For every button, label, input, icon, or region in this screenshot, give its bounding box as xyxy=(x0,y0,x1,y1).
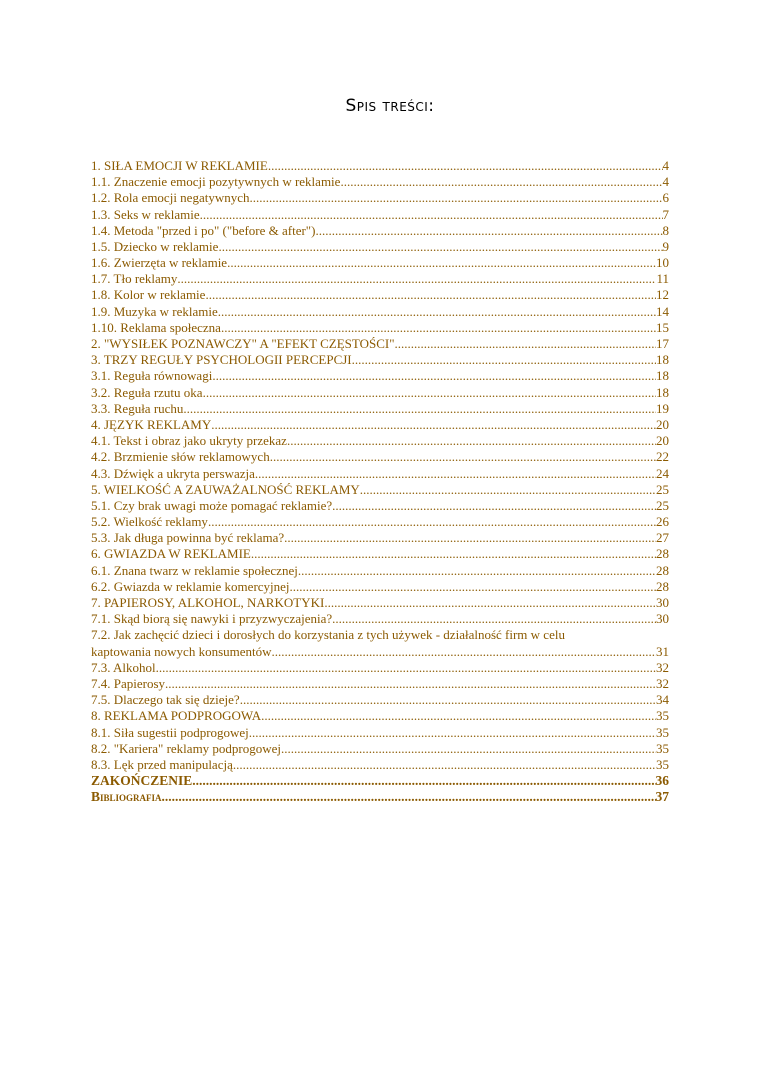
toc-entry-page: 18 xyxy=(656,384,669,400)
toc-entry-label: 7.5. Dlaczego tak się dzieje? xyxy=(91,692,240,708)
toc-entry-label: 3.1. Reguła równowagi xyxy=(91,368,213,384)
toc-entry[interactable] xyxy=(91,466,669,482)
toc-entry-page: 24 xyxy=(656,465,669,481)
toc-entry-page: 7 xyxy=(662,206,669,222)
toc-entry[interactable] xyxy=(91,611,669,627)
toc-entry-page: 35 xyxy=(656,756,669,772)
toc-entry-page: 32 xyxy=(656,676,669,692)
toc-entry[interactable] xyxy=(91,741,669,757)
toc-entry[interactable] xyxy=(91,692,669,708)
toc-entry-page: 30 xyxy=(656,611,669,627)
toc-entry[interactable] xyxy=(91,449,669,465)
toc-entry[interactable] xyxy=(91,595,669,611)
toc-entry-page: 15 xyxy=(656,319,669,335)
toc-leader xyxy=(272,644,656,660)
toc-entry-page: 34 xyxy=(656,692,669,708)
toc-leader xyxy=(360,482,656,498)
toc-entry-page: 35 xyxy=(656,740,669,756)
toc-entry[interactable] xyxy=(91,708,669,724)
toc-entry-label: 5. WIELKOŚĆ A ZAUWAŻALNOŚĆ REKLAMY xyxy=(91,481,360,497)
toc-entry[interactable] xyxy=(91,190,669,206)
toc-leader xyxy=(395,336,656,352)
toc-entry-page: 28 xyxy=(656,578,669,594)
toc-entry[interactable] xyxy=(91,401,669,417)
toc-entry[interactable] xyxy=(91,789,669,805)
toc-entry-page: 18 xyxy=(656,368,669,384)
toc-entry-label: 1.7. Tło reklamy xyxy=(91,271,178,287)
toc-entry-page: 26 xyxy=(656,514,669,530)
toc-leader xyxy=(270,449,656,465)
toc-entry-label: 8.1. Siła sugestii podprogowej xyxy=(91,724,249,740)
toc-entry-label: 1.6. Zwierzęta w reklamie xyxy=(91,255,228,271)
toc-leader xyxy=(281,741,656,757)
toc-entry[interactable] xyxy=(91,417,669,433)
toc-entry-label-continued: kaptowania nowych konsumentów xyxy=(91,643,272,659)
toc-entry-page: 37 xyxy=(655,789,669,805)
toc-entry-label: 7.2. Jak zachęcić dzieci i dorosłych do korzystania z tych używek - działalność firm w celu xyxy=(91,627,565,643)
toc-entry-page: 28 xyxy=(656,546,669,562)
toc-entry[interactable] xyxy=(91,336,669,352)
toc-entry-label: 6. GWIAZDA W REKLAMIE xyxy=(91,546,251,562)
toc-entry-page: 4 xyxy=(662,158,669,173)
toc-entry[interactable] xyxy=(91,271,669,287)
toc-entry[interactable] xyxy=(91,660,669,676)
toc-leader xyxy=(183,401,656,417)
toc-entry[interactable] xyxy=(91,482,669,498)
toc-entry[interactable] xyxy=(91,547,669,563)
toc-entry[interactable] xyxy=(91,304,669,320)
toc-entry[interactable] xyxy=(91,725,669,741)
toc-entry-label: 4. JĘZYK REKLAMY xyxy=(91,417,212,432)
toc-leader xyxy=(255,466,656,482)
toc-leader xyxy=(221,320,656,336)
toc-entry-label: 5.3. Jak długa powinna być reklama? xyxy=(91,530,285,546)
toc-leader xyxy=(340,174,662,190)
toc-leader xyxy=(332,611,656,627)
toc-leader xyxy=(261,708,656,724)
toc-entry[interactable] xyxy=(91,207,669,223)
toc-leader xyxy=(315,223,662,239)
toc-leader xyxy=(165,676,656,692)
toc-entry[interactable] xyxy=(91,239,669,255)
toc-entry-page: 4 xyxy=(662,174,669,190)
toc-entry-label: 1.9. Muzyka w reklamie xyxy=(91,303,218,319)
toc-entry[interactable] xyxy=(91,773,669,789)
toc-entry-label: 4.2. Brzmienie słów reklamowych xyxy=(91,449,270,465)
toc-entry-page: 35 xyxy=(656,708,669,724)
toc-entry[interactable] xyxy=(91,676,669,692)
toc-entry-label: 4.1. Tekst i obraz jako ukryty przekaz xyxy=(91,433,287,449)
toc-entry[interactable] xyxy=(91,288,669,304)
toc-entry-label: 2. "WYSIŁEK POZNAWCZY" A "EFEKT CZĘSTOŚCI" xyxy=(91,336,395,352)
page-title: Spis treści: xyxy=(345,96,435,116)
toc-entry-page: 28 xyxy=(656,562,669,578)
toc-entry-label: 5.2. Wielkość reklamy xyxy=(91,514,208,530)
toc-leader xyxy=(205,288,656,304)
toc-entry-label: 4.3. Dźwięk a ukryta perswazja xyxy=(91,465,255,481)
toc-entry[interactable] xyxy=(91,530,669,546)
toc-entry-label: 3.2. Reguła rzutu oka xyxy=(91,384,203,400)
toc-entry-page: 11 xyxy=(656,271,669,287)
toc-entry[interactable] xyxy=(91,757,669,773)
toc-leader xyxy=(268,158,663,174)
toc-entry[interactable] xyxy=(91,579,669,595)
toc-entry-label: 1.5. Dziecko w reklamie xyxy=(91,238,219,254)
toc-leader xyxy=(218,304,656,320)
toc-entry-page: 10 xyxy=(656,255,669,271)
toc-entry-label: 1.10. Reklama społeczna xyxy=(91,319,221,335)
toc-entry-page: 20 xyxy=(656,433,669,449)
toc-entry-page: 19 xyxy=(656,400,669,416)
toc-leader xyxy=(208,514,656,530)
toc-entry-label: 7.1. Skąd biorą się nawyki i przyzwyczajenia? xyxy=(91,611,333,627)
toc-entry-label: 6.1. Znana twarz w reklamie społecznej xyxy=(91,562,298,578)
toc-entry-page: 20 xyxy=(656,417,669,432)
toc-entry[interactable] xyxy=(91,514,669,530)
toc-entry[interactable] xyxy=(91,385,669,401)
toc-leader xyxy=(156,660,656,676)
toc-entry-label: 3. TRZY REGUŁY PSYCHOLOGII PERCEPCJI xyxy=(91,352,352,368)
toc-entry-page: 9 xyxy=(662,238,669,254)
toc-leader xyxy=(352,352,656,368)
toc-entry-label: 1.1. Znaczenie emocji pozytywnych w reklamie xyxy=(91,174,341,190)
toc-leader xyxy=(233,757,656,773)
toc-entry-label: 7.3. Alkohol xyxy=(91,659,156,675)
toc-entry-label: 1.3. Seks w reklamie xyxy=(91,206,200,222)
toc-entry-page: 36 xyxy=(655,773,669,789)
toc-entry[interactable] xyxy=(91,158,669,174)
toc-entry-page: 22 xyxy=(656,449,669,465)
toc-leader xyxy=(287,433,656,449)
toc-leader xyxy=(218,239,662,255)
table-of-contents xyxy=(91,158,669,806)
toc-leader xyxy=(227,255,656,271)
toc-leader xyxy=(212,368,656,384)
toc-entry-page: 27 xyxy=(656,530,669,546)
toc-entry-page: 12 xyxy=(656,287,669,303)
toc-entry-label: 7.4. Papierosy xyxy=(91,676,166,692)
toc-entry-label: 8.2. "Kariera" reklamy podprogowej xyxy=(91,740,282,756)
toc-leader xyxy=(332,498,656,514)
toc-leader xyxy=(290,579,656,595)
toc-entry[interactable] xyxy=(91,368,669,384)
toc-entry[interactable] xyxy=(91,255,669,271)
toc-entry-page: 14 xyxy=(656,303,669,319)
toc-leader xyxy=(298,563,656,579)
toc-entry[interactable] xyxy=(91,627,669,659)
toc-entry-label: 1.8. Kolor w reklamie xyxy=(91,287,206,303)
toc-entry-label: 1.4. Metoda "przed i po" ("before & after") xyxy=(91,222,316,238)
toc-entry-label: 8. REKLAMA PODPROGOWA xyxy=(91,708,262,724)
toc-entry-label: 8.3. Lęk przed manipulacją xyxy=(91,756,233,772)
toc-entry[interactable] xyxy=(91,433,669,449)
toc-leader xyxy=(284,530,656,546)
toc-entry-label: ZAKOŃCZENIE xyxy=(91,773,193,789)
toc-entry-label: 1. SIŁA EMOCJI W REKLAMIE xyxy=(91,158,268,173)
toc-entry-label: 1.2. Rola emocji negatywnych xyxy=(91,190,250,206)
toc-entry-page: 8 xyxy=(662,222,669,238)
toc-entry-label: Bibliografia xyxy=(91,789,162,805)
toc-entry-label: 5.1. Czy brak uwagi może pomagać reklamie? xyxy=(91,497,333,513)
toc-leader xyxy=(200,207,663,223)
toc-entry-page: 6 xyxy=(662,190,669,206)
toc-leader xyxy=(249,725,656,741)
toc-entry-page: 31 xyxy=(656,643,669,659)
toc-entry[interactable] xyxy=(91,498,669,514)
toc-leader xyxy=(162,789,656,805)
toc-entry[interactable] xyxy=(91,223,669,239)
toc-entry-page: 18 xyxy=(656,352,669,368)
toc-leader xyxy=(192,773,655,789)
toc-entry-page: 17 xyxy=(656,336,669,352)
toc-entry-page: 25 xyxy=(656,497,669,513)
toc-entry[interactable] xyxy=(91,174,669,190)
toc-entry[interactable] xyxy=(91,563,669,579)
toc-leader xyxy=(324,595,656,611)
toc-entry-page: 30 xyxy=(656,595,669,611)
toc-entry-page: 35 xyxy=(656,724,669,740)
toc-entry-label: 3.3. Reguła ruchu xyxy=(91,400,184,416)
toc-entry-page: 25 xyxy=(656,481,669,497)
toc-entry-label: 7. PAPIEROSY, ALKOHOL, NARKOTYKI xyxy=(91,595,325,611)
toc-entry-page: 32 xyxy=(656,659,669,675)
toc-leader xyxy=(251,547,656,563)
toc-entry[interactable] xyxy=(91,352,669,368)
toc-leader xyxy=(250,190,663,206)
toc-leader xyxy=(240,692,656,708)
toc-entry[interactable] xyxy=(91,320,669,336)
toc-leader xyxy=(211,417,656,433)
toc-leader xyxy=(203,385,656,401)
toc-leader xyxy=(177,271,656,287)
toc-entry-label: 6.2. Gwiazda w reklamie komercyjnej xyxy=(91,578,290,594)
